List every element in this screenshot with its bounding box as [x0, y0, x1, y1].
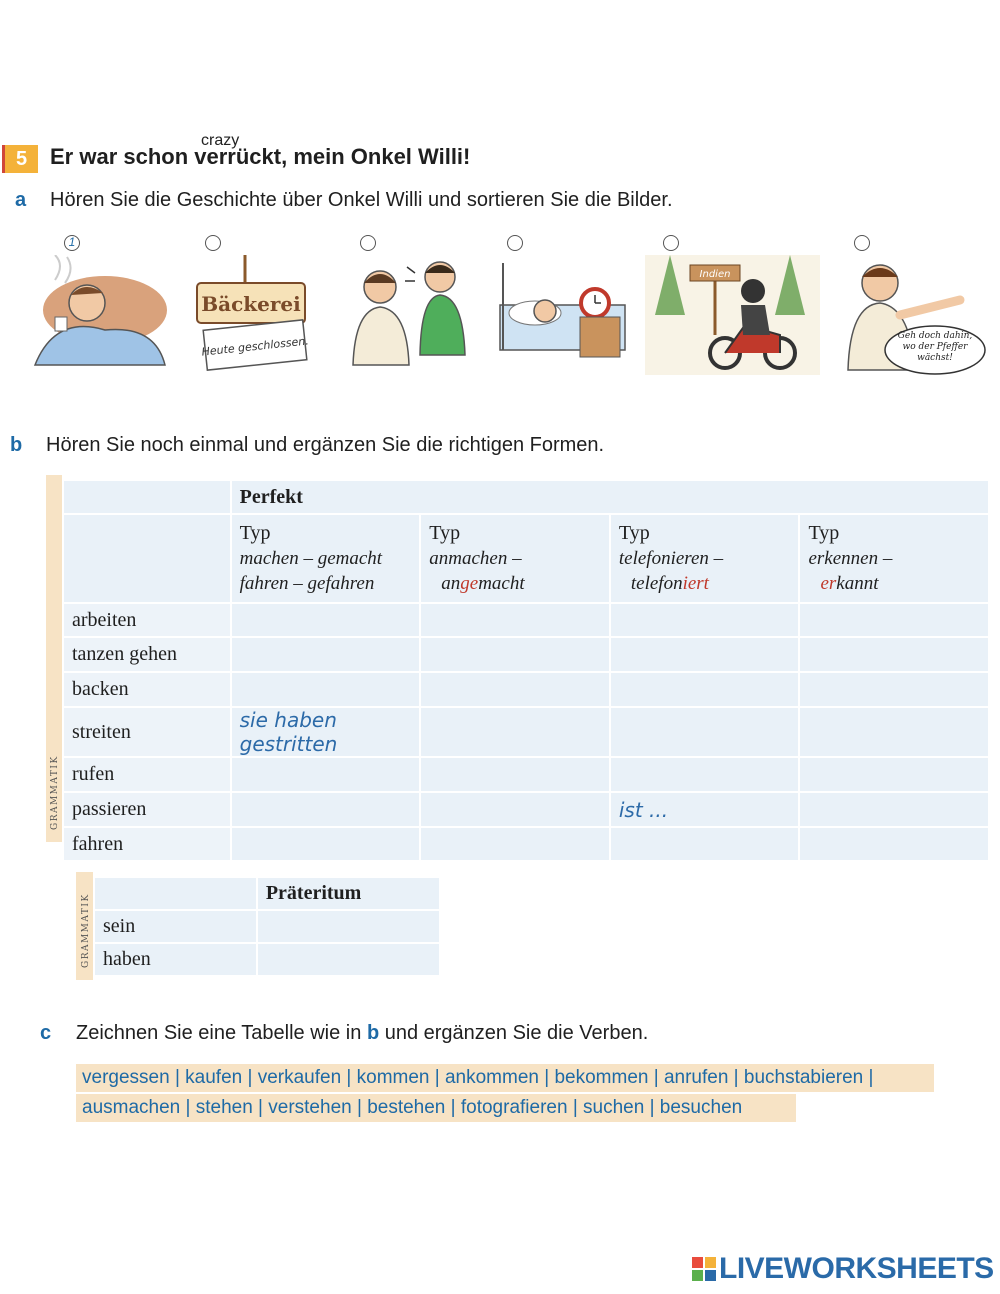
type-1-example-1: machen – gemacht [239, 548, 383, 569]
table-row [94, 943, 440, 976]
closed-sign-text: Heute geschlossen. [200, 334, 310, 359]
grammatik-side-label-2: GRAMMATIK [81, 893, 91, 968]
picture-2-order-circle[interactable] [205, 235, 221, 251]
answer-cell[interactable] [799, 672, 989, 707]
answer-cell[interactable] [231, 827, 421, 861]
answer-cell[interactable] [799, 757, 989, 792]
praeteritum-header-row [94, 877, 440, 910]
praeteritum-table [93, 876, 441, 977]
word-box-line-2: ausmachen | stehen | verstehen | bestehen | fotografieren | suchen | besuchen [76, 1094, 796, 1122]
type-4-example-1: erkennen – [808, 548, 893, 569]
answer-cell[interactable] [420, 827, 610, 861]
answer-cell-example[interactable]: ist ... [610, 792, 800, 827]
type-3-example-1: telefonieren – [618, 548, 724, 569]
answer-cell-example[interactable]: sie haben gestritten [231, 707, 421, 757]
part-b-label: b [10, 434, 23, 456]
answer-cell[interactable] [257, 943, 440, 976]
answer-cell[interactable] [799, 792, 989, 827]
table-row [63, 707, 989, 757]
liveworksheets-logo-icon [692, 1257, 716, 1281]
word-box-line-1: vergessen | kaufen | verkaufen | kommen | ankommen | bekommen | anrufen | buchstabieren | [76, 1064, 934, 1092]
part-b-instruction: Hören Sie noch einmal und ergänzen Sie die richtigen Formen. [46, 434, 605, 456]
answer-cell[interactable] [610, 827, 800, 861]
table-row [63, 672, 989, 707]
annotation-crazy: crazy [201, 132, 240, 149]
perfekt-header-row [63, 480, 989, 514]
answer-cell[interactable] [420, 603, 610, 637]
part-c-instruction-ref: b [366, 1022, 380, 1044]
answer-cell[interactable] [799, 707, 989, 757]
grammatik-side-label: GRAMMATIK [50, 755, 60, 830]
exercise-number: 5 [2, 145, 38, 173]
answer-cell[interactable] [420, 637, 610, 672]
verb-label: backen [63, 672, 231, 707]
exercise-title: Er war schon verrückt, mein Onkel Willi! [50, 144, 471, 169]
answer-cell[interactable] [420, 672, 610, 707]
table-row [63, 637, 989, 672]
picture-sick-in-bed [15, 255, 175, 375]
type-4-header [799, 514, 989, 603]
verb-label: fahren [63, 827, 231, 861]
answer-cell[interactable] [231, 603, 421, 637]
answer-cell[interactable] [231, 637, 421, 672]
type-2-example-1: anmachen – [429, 548, 522, 569]
type-3-header [610, 514, 800, 603]
type-2-example-2-highlight: ge [460, 573, 479, 594]
answer-cell[interactable] [420, 792, 610, 827]
empty-corner [94, 877, 257, 910]
picture-motorbike-india [645, 255, 820, 375]
praeteritum-header: Präteritum [257, 877, 440, 910]
type-1-header [231, 514, 421, 603]
picture-sleeping-alarm [495, 255, 635, 375]
verb-label: haben [94, 943, 257, 976]
answer-cell[interactable] [610, 672, 800, 707]
answer-cell[interactable] [799, 827, 989, 861]
perfekt-header: Perfekt [231, 480, 989, 514]
picture-argument [335, 255, 480, 375]
type-header-row [63, 514, 989, 603]
verb-label: passieren [63, 792, 231, 827]
empty-corner [63, 480, 231, 514]
type-3-example-2-pre: telefon [630, 573, 683, 594]
answer-cell[interactable] [231, 792, 421, 827]
type-2-example-2-post: macht [478, 573, 525, 594]
answer-cell[interactable] [231, 672, 421, 707]
answer-cell[interactable] [420, 757, 610, 792]
part-c-instruction [76, 1022, 648, 1045]
answer-cell[interactable] [257, 910, 440, 943]
liveworksheets-logo-text: LIVEWORKSHEETS [719, 1252, 994, 1285]
type-1-title: Typ [239, 522, 271, 544]
picture-6-order-circle[interactable] [854, 235, 870, 251]
table-row [63, 757, 989, 792]
table-row [63, 603, 989, 637]
answer-cell[interactable] [799, 603, 989, 637]
verb-label: tanzen gehen [63, 637, 231, 672]
perfekt-table [62, 479, 990, 862]
type-1-example-2: fahren – gefahren [239, 573, 375, 594]
speech-bubble-text: Geh doch dahin, wo der Pfeffer wächst! [897, 331, 973, 363]
type-4-example-2-highlight: er [820, 573, 837, 594]
empty-type-label [63, 514, 231, 603]
type-2-header [420, 514, 610, 603]
verb-label: arbeiten [63, 603, 231, 637]
verb-label: sein [94, 910, 257, 943]
answer-cell[interactable] [420, 707, 610, 757]
part-a-instruction: Hören Sie die Geschichte über Onkel Willi und sortieren Sie die Bilder. [50, 189, 673, 211]
type-3-title: Typ [618, 522, 650, 544]
type-2-example-2-pre: an [441, 573, 461, 594]
answer-cell[interactable] [610, 707, 800, 757]
answer-cell[interactable] [610, 603, 800, 637]
picture-1-order-circle[interactable]: 1 [64, 235, 80, 251]
verb-label: streiten [63, 707, 231, 757]
india-sign-text: Indien [699, 269, 731, 280]
table-row [63, 827, 989, 861]
answer-cell[interactable] [610, 757, 800, 792]
picture-bakery-sign [185, 255, 320, 375]
type-4-example-2-post: kannt [836, 573, 879, 594]
answer-cell[interactable] [610, 637, 800, 672]
part-c-label: c [40, 1022, 52, 1044]
picture-3-order-circle[interactable] [360, 235, 376, 251]
type-2-title: Typ [429, 522, 461, 544]
picture-5-order-circle[interactable] [663, 235, 679, 251]
type-3-example-2-highlight: iert [682, 573, 709, 594]
picture-angry-pointing [840, 255, 990, 375]
part-a-label: a [15, 189, 27, 211]
liveworksheets-logo [692, 1252, 994, 1286]
table-row [94, 910, 440, 943]
bakery-sign-text: Bäckerei [201, 292, 301, 316]
part-c-instruction-post: und ergänzen Sie die Verben. [379, 1022, 649, 1044]
picture-4-order-circle[interactable] [507, 235, 523, 251]
answer-cell[interactable] [231, 757, 421, 792]
verb-label: rufen [63, 757, 231, 792]
part-c-instruction-pre: Zeichnen Sie eine Tabelle wie in [76, 1022, 367, 1044]
type-4-title: Typ [808, 522, 840, 544]
table-row [63, 792, 989, 827]
answer-cell[interactable] [799, 637, 989, 672]
